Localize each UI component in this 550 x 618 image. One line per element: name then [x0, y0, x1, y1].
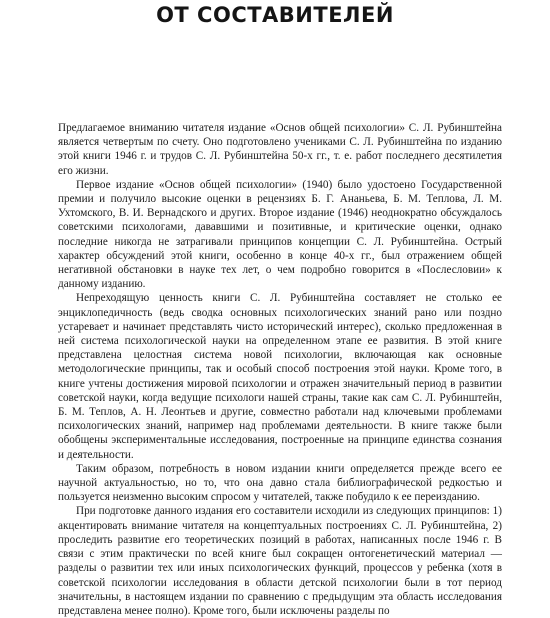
paragraph: Непреходящую ценность книги С. Л. Рубинштейна составляет не столько ее энциклопедичность (ведь сводка основных психологических знаний рано или поздно устаревает и начинает представлять чисто исторический интерес), сколько предложенная в ней система психологической науки на определенном этапе ее развития. В этой книге представлена целостная система новой психологии, включающая как основные методологические принципы, так и особый способ построения этой науки. Кроме того, в книге учтены достижения мировой психологии и отражен значительный период в развитии советской науки, когда ведущие психологи нашей страны, такие как сам С. Л. Рубинштейн, Б. М. Теплов, А. Н. Леонтьев и другие, совместно работали над ключевыми проблемами психологических знаний, например над проблемами деятельности. В книге также были обобщены экспериментальные исследования, построенные на принципе единства сознания и деятельности. [58, 292, 502, 461]
paragraph: Предлагаемое вниманию читателя издание «Основ общей психологии» С. Л. Рубинштейна является четвертым по счету. Оно подготовлено учениками С. Л. Рубинштейна по изданию этой книги 1946 г. и трудов С. Л. Рубинштейна 50-х гг., т. е. работ последнего десятилетия его жизни. [58, 122, 502, 177]
body-text [58, 121, 502, 618]
page-title: ОТ СОСТАВИТЕЛЕЙ [156, 3, 394, 27]
paragraph: Таким образом, потребность в новом издании книги определяется прежде всего ее научной актуальностью, но то, что она давно стала библиографической редкостью и пользуется неизменно высоким спросом у читателей, также побудило к ее переизданию. [58, 462, 502, 504]
paragraph: При подготовке данного издания его составители исходили из следующих принципов: 1) акцентировать внимание читателя на концептуальных построениях С. Л. Рубинштейна, 2) проследить развитие его теоретических позиций в работах, написанных после 1946 г. В связи с этим практически по всей книге был сокращен онтогенетический материал — разделы о развитии тех или иных психологических функций, процессов у ребенка (хотя в советской психологии исследования в области детской психологии были в тот период значительны, в настоящем издании по сравнению с предыдущим эта область исследования представлена менее полно). Кроме того, были исключены разделы по [58, 505, 502, 617]
paragraph: Первое издание «Основ общей психологии» (1940) было удостоено Государственной премии и получило высокие оценки в рецензиях Б. Г. Ананьева, Б. М. Теплова, Л. М. Ухтомского, В. И. Вернадского и других. Второе издание (1946) неоднократно обсуждалось советскими психологами, дававшими и позитивные, и критические оценки, однако последние никогда не затрагивали принципов концепции С. Л. Рубинштейна. Острый характер обсуждений этой книги, особенно в конце 40-х гг., был отражением общей негативной обстановки в науке тех лет, о чем подробно говорится в «Послесловии» к данному изданию. [58, 178, 502, 291]
